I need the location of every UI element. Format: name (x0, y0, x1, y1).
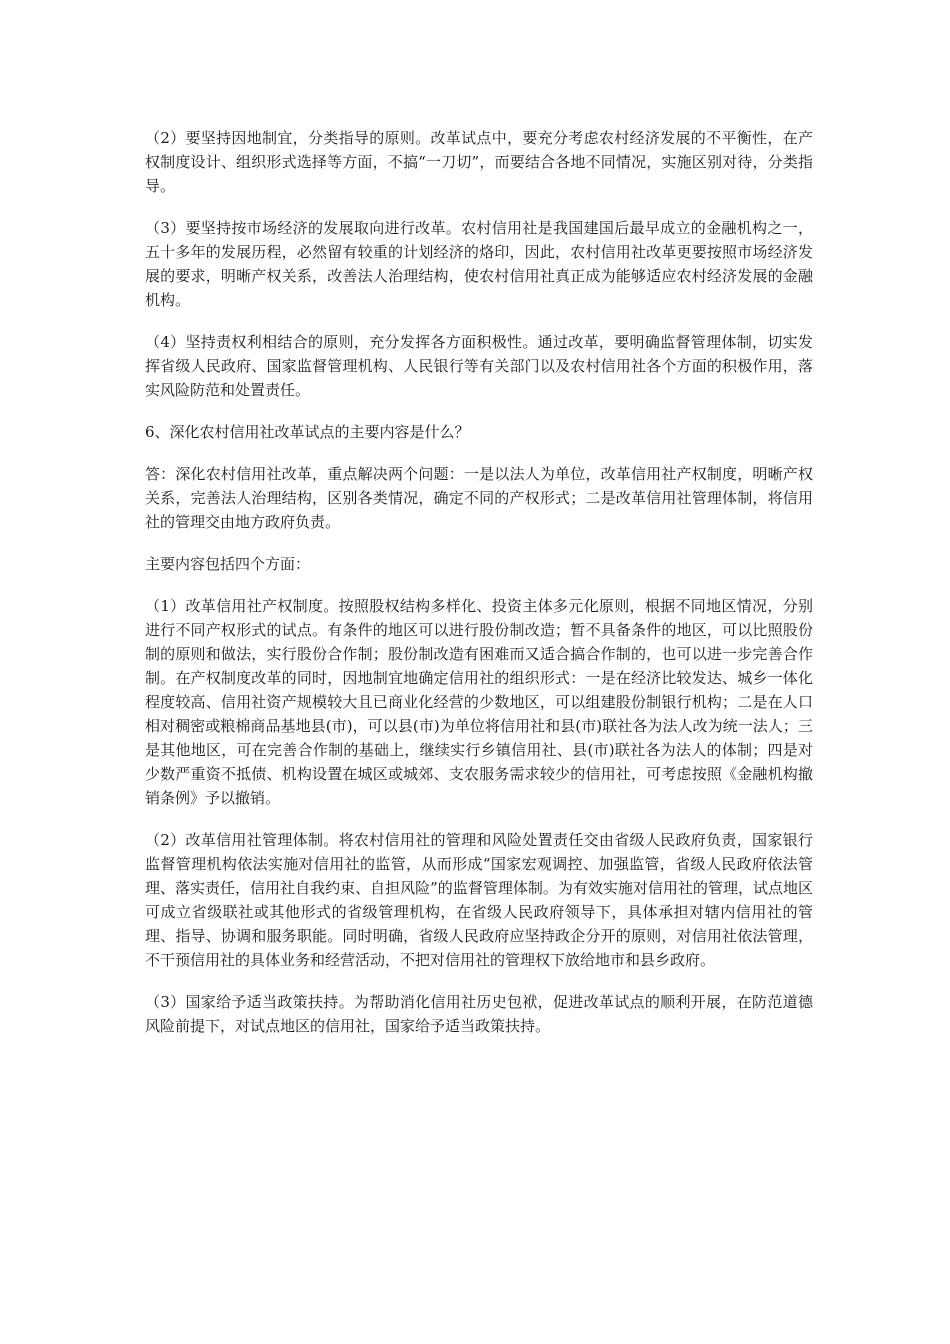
document-page (145, 126, 813, 1056)
paragraph-content-1: （1）改革信用社产权制度。按照股权结构多样化、投资主体多元化原则，根据不同地区情况，分别进行不同产权形式的试点。有条件的地区可以进行股份制改造；暂不具备条件的地区，可以比照股份制的原则和做法，实行股份合作制；股份制改造有困难而又适合搞合作制的，也可以进一步完善合作制。在产权制度改革的同时，因地制宜地确定信用社的组织形式：一是在经济比较发达、城乡一体化程度较高、信用社资产规模较大且已商业化经营的少数地区，可以组建股份制银行机构；二是在人口相对稠密或粮棉商品基地县(市)，可以县(市)为单位将信用社和县(市)联社各为法人改为统一法人；三是其他地区，可在完善合作制的基础上，继续实行乡镇信用社、县(市)联社各为法人的体制；四是对少数严重资不抵债、机构设置在城区或城郊、支农服务需求较少的信用社，可考虑按照《金融机构撤销条例》予以撤销。 (145, 597, 813, 807)
paragraph-principle-4: （4）坚持责权利相结合的原则，充分发挥各方面积极性。通过改革，要明确监督管理体制，切实发挥省级人民政府、国家监督管理机构、人民银行等有关部门以及农村信用社各个方面的积极作用，落实风险防范和处置责任。 (145, 333, 813, 399)
paragraph-main-content-intro: 主要内容包括四个方面： (145, 555, 311, 573)
paragraph-content-2: （2）改革信用社管理体制。将农村信用社的管理和风险处置责任交由省级人民政府负责，国家银行监督管理机构依法实施对信用社的监管，从而形成“国家宏观调控、加强监管，省级人民政府依法管理、落实责任，信用社自我约束、自担风险”的监督管理体制。为有效实施对信用社的管理，试点地区可成立省级联社或其他形式的省级管理机构，在省级人民政府领导下，具体承担对辖内信用社的管理、指导、协调和服务职能。同时明确，省级人民政府应坚持政企分开的原则，对信用社依法管理，不干预信用社的具体业务和经营活动，不把对信用社的管理权下放给地市和县乡政府。 (145, 831, 813, 969)
paragraph-principle-2: （2）要坚持因地制宜，分类指导的原则。改革试点中，要充分考虑农村经济发展的不平衡性，在产权制度设计、组织形式选择等方面，不搞“一刀切”，而要结合各地不同情况，实施区别对待，分类指导。 (145, 129, 813, 195)
paragraph-principle-3: （3）要坚持按市场经济的发展取向进行改革。农村信用社是我国建国后最早成立的金融机构之一，五十多年的发展历程，必然留有较重的计划经济的烙印，因此，农村信用社改革更要按照市场经济发展的要求，明晰产权关系，改善法人治理结构，使农村信用社真正成为能够适应农村经济发展的金融机构。 (145, 219, 813, 309)
paragraph-content-3: （3）国家给予适当政策扶持。为帮助消化信用社历史包袱，促进改革试点的顺利开展，在防范道德风险前提下，对试点地区的信用社，国家给予适当政策扶持。 (145, 993, 813, 1035)
question-heading-6: 6、深化农村信用社改革试点的主要内容是什么？ (145, 423, 470, 441)
paragraph-answer: 答：深化农村信用社改革，重点解决两个问题：一是以法人为单位，改革信用社产权制度，明晰产权关系，完善法人治理结构，区别各类情况，确定不同的产权形式；二是改革信用社管理体制，将信用社的管理交由地方政府负责。 (145, 465, 813, 531)
